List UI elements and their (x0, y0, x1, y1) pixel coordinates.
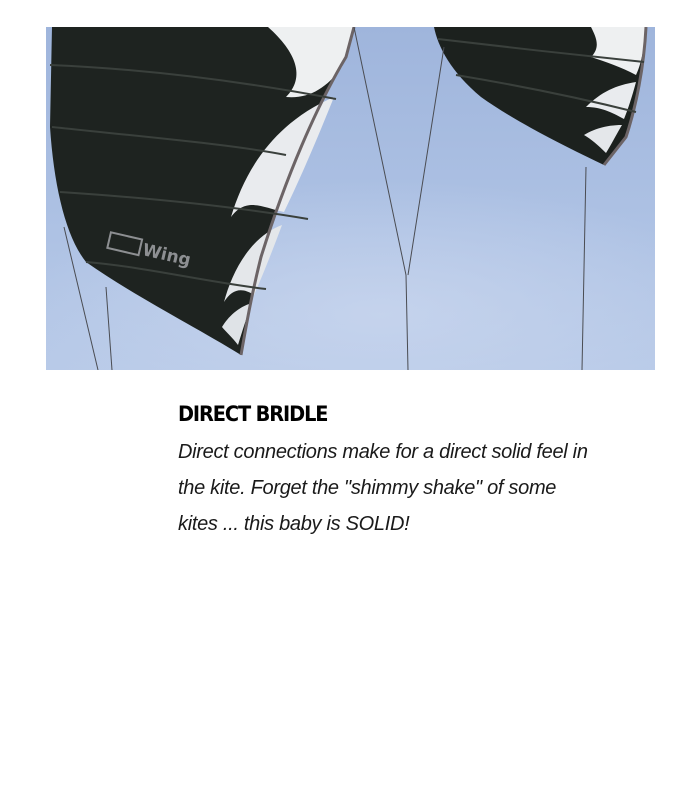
feature-title: DIRECT BRIDLE (178, 402, 328, 426)
feature-description: Direct connections make for a direct solid feel in the kite. Forget the "shimmy shake" of some kites ... this baby is SOLID! (178, 441, 588, 535)
kite-photo (46, 27, 655, 370)
feature-caption (178, 400, 618, 542)
kite-photo-drawing (46, 27, 655, 370)
svg-text:Wing: Wing (140, 240, 193, 271)
